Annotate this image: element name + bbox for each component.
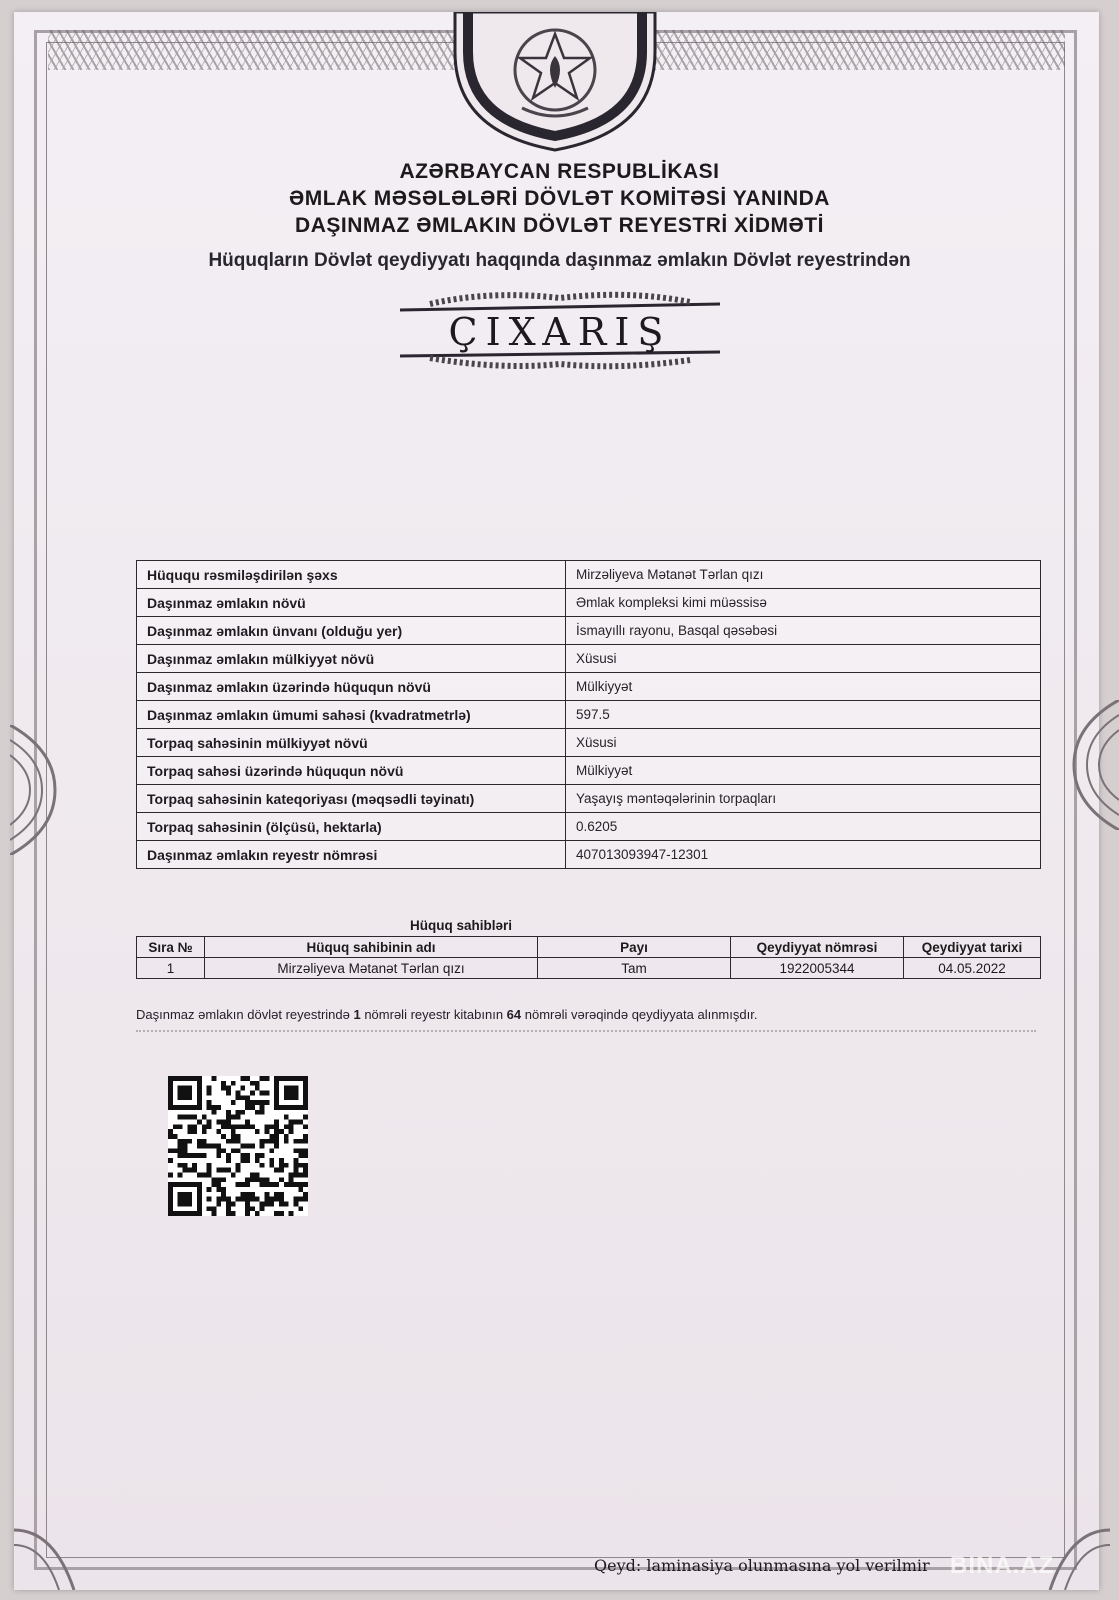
col-reg-no: Qeydiyyat nömrəsi: [731, 937, 904, 958]
property-label: Daşınmaz əmlakın növü: [137, 589, 566, 617]
state-emblem-icon: [450, 12, 660, 152]
registry-note-part3: nömrəli vərəqində qeydiyyata alınmışdır.: [521, 1007, 758, 1022]
property-label: Daşınmaz əmlakın ümumi sahəsi (kvadratmetrlə): [137, 701, 566, 729]
property-label: Torpaq sahəsinin mülkiyyət növü: [137, 729, 566, 757]
owner-no: 1: [137, 958, 205, 979]
property-label: Torpaq sahəsinin kateqoriyası (məqsədli təyinatı): [137, 785, 566, 813]
col-no: Sıra №: [137, 937, 205, 958]
document-title: ÇIXARIŞ: [448, 310, 672, 354]
property-row: [137, 673, 1041, 701]
property-row: [137, 561, 1041, 589]
property-label: Daşınmaz əmlakın üzərində hüququn növü: [137, 673, 566, 701]
property-row: [137, 841, 1041, 869]
owner-name: Mirzəliyeva Mətanət Tərlan qızı: [205, 958, 538, 979]
property-value: Mülkiyyət: [566, 757, 1041, 785]
owner-row: [137, 958, 1041, 979]
property-value: Mülkiyyət: [566, 673, 1041, 701]
header-country: AZƏRBAYCAN RESPUBLİKASI: [399, 160, 720, 183]
col-name: Hüquq sahibinin adı: [205, 937, 538, 958]
registry-book-number: 1: [353, 1007, 361, 1022]
watermark: BINA.AZ: [950, 1552, 1055, 1579]
property-value: Xüsusi: [566, 729, 1041, 757]
property-row: [137, 701, 1041, 729]
registry-note-part2: nömrəli reyestr kitabının: [360, 1007, 507, 1022]
property-row: [137, 813, 1041, 841]
col-reg-date: Qeydiyyat tarixi: [904, 937, 1041, 958]
bottom-left-corner-ornament-icon: [14, 1520, 84, 1590]
property-row: [137, 645, 1041, 673]
property-label: Torpaq sahəsinin (ölçüsü, hektarla): [137, 813, 566, 841]
owners-header-row: [137, 937, 1041, 958]
owner-reg-no: 1922005344: [731, 958, 904, 979]
property-row: [137, 617, 1041, 645]
property-label: Daşınmaz əmlakın reyestr nömrəsi: [137, 841, 566, 869]
registry-page-number: 64: [506, 1007, 522, 1022]
property-value: 407013093947-12301: [566, 841, 1041, 869]
property-row: [137, 757, 1041, 785]
property-row: [137, 729, 1041, 757]
owners-table: [136, 936, 1041, 979]
header-service: DAŞINMAZ ƏMLAKIN DÖVLƏT REYESTRİ XİDMƏTİ: [295, 214, 824, 237]
property-row: [137, 589, 1041, 617]
property-value: 597.5: [566, 701, 1041, 729]
property-value: 0.6205: [566, 813, 1041, 841]
owner-reg-date: 04.05.2022: [904, 958, 1041, 979]
footer-note: Qeyd: laminasiya olunmasına yol verilmir: [594, 1556, 930, 1575]
title-banner: [400, 290, 720, 372]
property-value: Xüsusi: [566, 645, 1041, 673]
dotted-separator: [136, 1030, 1036, 1032]
property-label: Daşınmaz əmlakın ünvanı (olduğu yer): [137, 617, 566, 645]
registry-note-part1: Daşınmaz əmlakın dövlət reyestrində: [136, 1007, 354, 1022]
registry-note: [136, 1007, 757, 1022]
left-rosette-icon: [10, 725, 60, 855]
owner-share: Tam: [538, 958, 731, 979]
col-share: Payı: [538, 937, 731, 958]
property-label: Daşınmaz əmlakın mülkiyyət növü: [137, 645, 566, 673]
header-committee: ƏMLAK MƏSƏLƏLƏRİ DÖVLƏT KOMİTƏSİ YANINDA: [289, 187, 830, 210]
property-info-table: [136, 560, 1041, 869]
header-subtitle: Hüquqların Dövlət qeydiyyatı haqqında daşınmaz əmlakın Dövlət reyestrindən: [208, 250, 911, 271]
property-label: Hüququ rəsmiləşdirilən şəxs: [137, 561, 566, 589]
property-label: Torpaq sahəsi üzərində hüququn növü: [137, 757, 566, 785]
property-value: İsmayıllı rayonu, Basqal qəsəbəsi: [566, 617, 1041, 645]
owners-title: Hüquq sahibləri: [410, 918, 513, 933]
property-value: Mirzəliyeva Mətanət Tərlan qızı: [566, 561, 1041, 589]
property-row: [137, 785, 1041, 813]
property-value: Yaşayış məntəqələrinin torpaqları: [566, 785, 1041, 813]
qr-code[interactable]: [168, 1072, 308, 1220]
right-rosette-icon: [1069, 700, 1119, 830]
property-value: Əmlak kompleksi kimi müəssisə: [566, 589, 1041, 617]
